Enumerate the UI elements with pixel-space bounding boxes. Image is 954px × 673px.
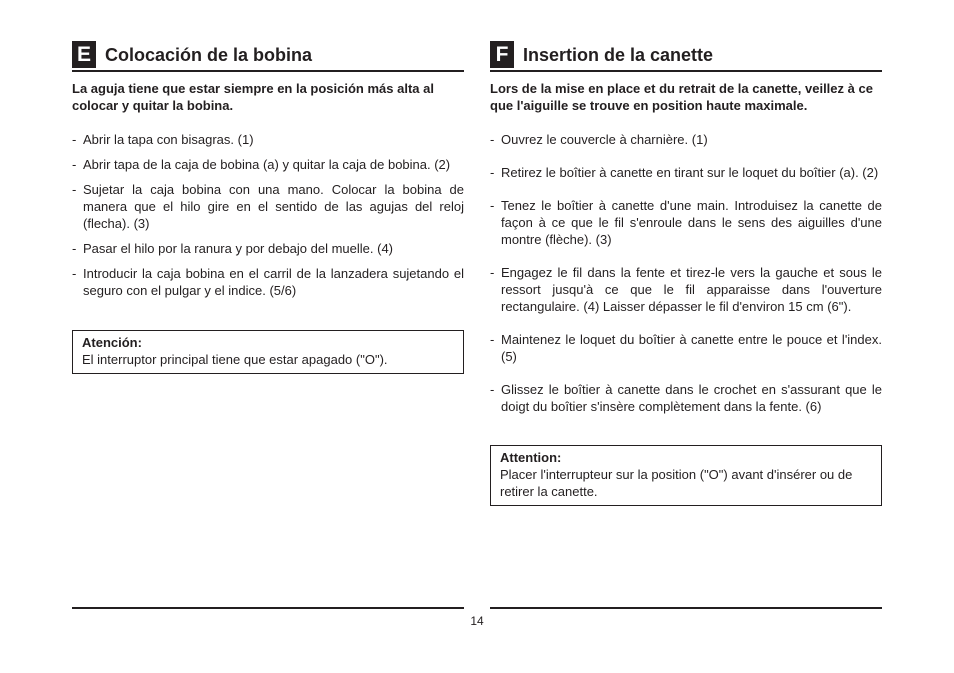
list-item: - Pasar el hilo por la ranura y por debajo del muelle. (4) [72, 241, 394, 256]
list-item: - Sujetar la caja bobina con una mano. Colocar la bobina de manera que el hilo gire en el sentido de las agujas del reloj (flecha). (3) [72, 182, 464, 231]
list-item: - Glissez le boîtier à canette dans le crochet en s'assurant que le doigt du boîtier s'insère complètement dans la fente. (6) [490, 382, 882, 414]
list-item: - Introducir la caja bobina en el carril de la lanzadera sujetando el seguro con el pulgar y el indice. (5/6) [72, 266, 464, 298]
list-item: - Retirez le boîtier à canette en tirant sur le loquet du boîtier (a). (2) [490, 165, 879, 180]
section-title: Insertion de la canette [523, 44, 714, 65]
warning-text: Placer l'interrupteur sur la position ("O") avant d'insérer ou de retirer la canette. [500, 467, 853, 499]
footer-rule-right [490, 607, 882, 609]
list-item: - Abrir tapa de la caja de bobina (a) y quitar la caja de bobina. (2) [72, 157, 451, 172]
list-item: - Abrir la tapa con bisagras. (1) [72, 132, 254, 147]
language-badge: E [72, 41, 96, 68]
page-number: 14 [470, 614, 484, 628]
warning-box [72, 330, 464, 374]
section-header [490, 40, 882, 72]
warning-box [490, 445, 882, 506]
section-title: Colocación de la bobina [105, 44, 313, 65]
warning-title: Atención: [82, 335, 142, 350]
spanish-section [72, 40, 464, 374]
intro-text: Lors de la mise en place et du retrait de la canette, veillez à ce que l'aiguille se trouve en position haute maximale. [490, 81, 873, 113]
language-badge: F [490, 41, 514, 68]
list-item: - Tenez le boîtier à canette d'une main. Introduisez la canette de façon à ce que le fil s'enroule dans le sens des aiguilles d'une montre (flèche). (3) [490, 198, 882, 247]
instruction-list [490, 131, 882, 415]
instruction-list [72, 131, 464, 299]
list-item: - Maintenez le loquet du boîtier à canette entre le pouce et l'index. (5) [490, 332, 882, 364]
warning-title: Attention: [500, 450, 562, 465]
section-header [72, 40, 464, 72]
warning-text: El interruptor principal tiene que estar apagado ("O"). [82, 352, 388, 367]
french-section [490, 40, 882, 506]
list-item: - Ouvrez le couvercle à charnière. (1) [490, 132, 708, 147]
list-item: - Engagez le fil dans la fente et tirez-le vers la gauche et sous le ressort jusqu'à ce que le fil apparaisse dans l'ouverture rectangulaire. (4) Laisser dépasser le fil d'environ 15 cm (6"). [490, 265, 882, 314]
intro-text: La aguja tiene que estar siempre en la posición más alta al colocar y quitar la bobina. [72, 81, 434, 113]
footer-rule-left [72, 607, 464, 609]
